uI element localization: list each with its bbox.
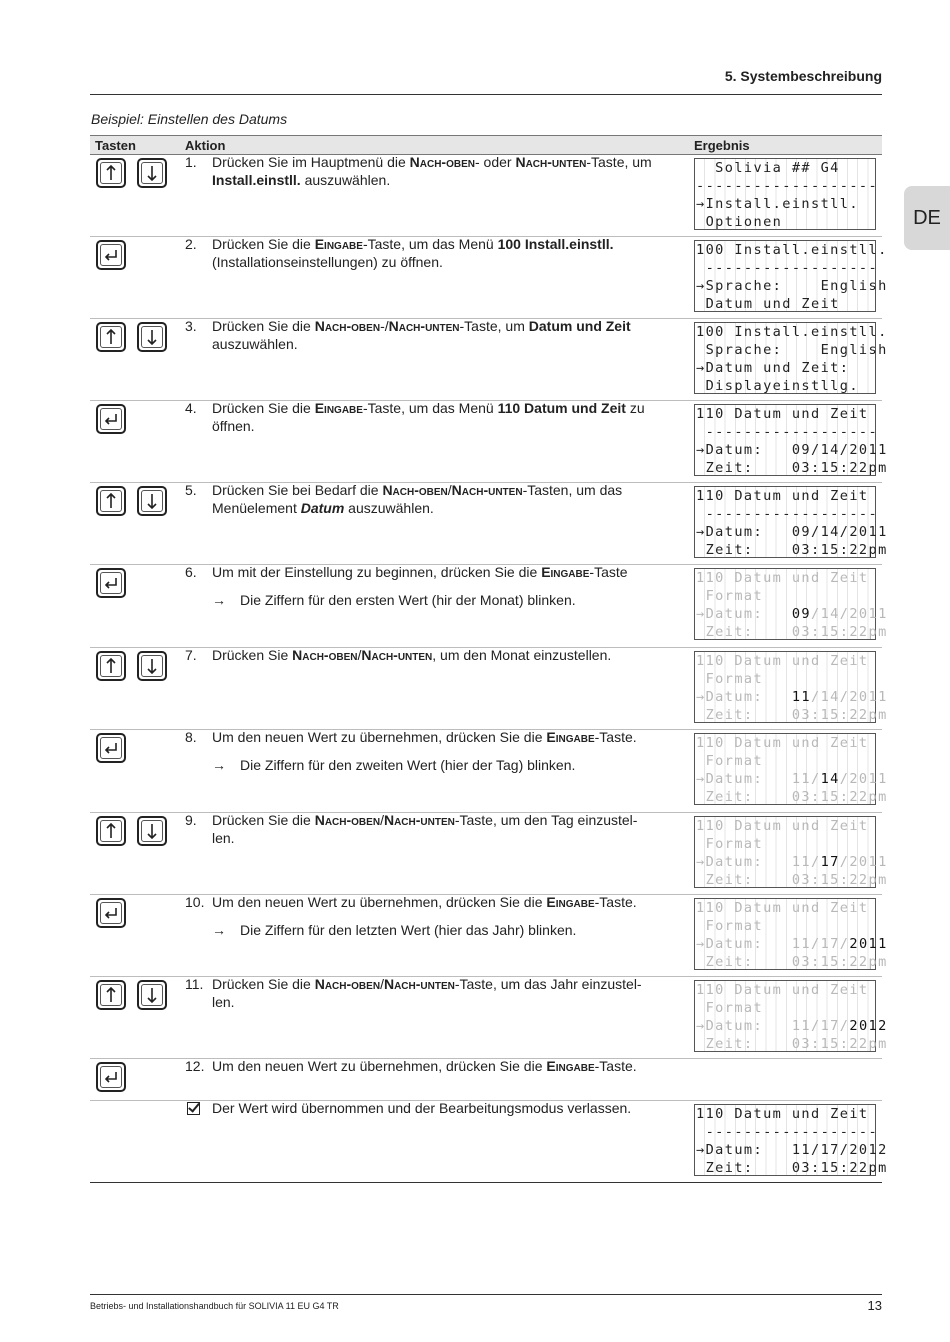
lcd-line: 110 Datum und Zeit [696,982,869,998]
lcd-line: →Install.einstll. [696,196,859,212]
lcd-line: Displayeinstllg. [696,378,859,394]
header-rule [90,94,882,95]
header-result: Ergebnis [694,138,750,153]
key-group [96,404,126,434]
lcd-display [694,568,888,640]
footer-manual-title: Betriebs- und Installationshandbuch für SOLIVIA 11 EU G4 TR [90,1301,339,1311]
step-row [90,482,888,565]
lcd-line: 110 Datum und Zeit [696,900,869,916]
enter-key-icon [96,1062,126,1092]
lcd-line: Zeit: 03:15:22pm [696,872,888,888]
lcd-line: Format [696,836,764,852]
step-text: Drücken Sie im Hauptmenü die Nach-oben- oder Nach-unten-Taste, um Install.einstll. auszuwählen. [212,154,652,188]
step-text: Drücken Sie die Nach-oben/Nach-unten-Taste, um den Tag einzustel-len. [212,812,638,846]
step-number: 2. [185,236,197,252]
key-group [96,1062,126,1092]
lcd-line: →Datum: 11/14/2011 [696,771,888,787]
lcd-line: ------------------ [696,506,879,522]
step-text: Um den neuen Wert zu übernehmen, drücken Sie die Eingabe-Taste. [212,729,637,745]
lcd-display [694,322,888,394]
lcd-line: 100 Install.einstll. [696,324,888,340]
step-result-note: → Die Ziffern für den zweiten Wert (hier der Tag) blinken. [212,757,576,773]
step-row [90,894,888,977]
step-number: 4. [185,400,197,416]
step-number: 3. [185,318,197,334]
lcd-display [694,651,888,723]
step-row [90,1058,882,1101]
step-text: Um mit der Einstellung zu beginnen, drücken Sie die Eingabe-Taste [212,564,628,580]
arrow-up-key-icon [96,486,126,516]
arrow-up-key-icon [96,816,126,846]
enter-key-icon [96,568,126,598]
lcd-line: ------------------ [696,424,879,440]
example-title: Beispiel: Einstellen des Datums [91,111,288,127]
arrow-down-key-icon [137,816,167,846]
lcd-line: Datum und Zeit [696,296,840,312]
step-number: 10. [185,894,205,910]
key-group [96,980,167,1010]
enter-key-icon [96,733,126,763]
lcd-line: 110 Datum und Zeit [696,1106,869,1122]
lcd-line: 110 Datum und Zeit [696,735,869,751]
arrow-down-key-icon [137,980,167,1010]
lcd-line: Optionen [696,214,783,230]
step-row [90,729,888,813]
step-text: Um den neuen Wert zu übernehmen, drücken Sie die Eingabe-Taste. [212,894,637,910]
lcd-line: 100 Install.einstll. [696,242,888,258]
step-text: Drücken Sie die Nach-oben-/Nach-unten-Taste, um Datum und Zeit auszuwählen. [212,318,631,352]
lcd-line: 110 Datum und Zeit [696,406,869,422]
lcd-display [694,158,879,230]
step-row [90,976,888,1059]
arrow-down-key-icon [137,651,167,681]
step-row [90,647,888,730]
lcd-line: ------------------ [696,260,879,276]
lcd-line: →Datum: 11/17/2011 [696,854,888,870]
lcd-line: Format [696,918,764,934]
key-group [96,651,167,681]
lcd-line: →Datum: 11/14/2011 [696,689,888,705]
step-text: Der Wert wird übernommen und der Bearbeitungsmodus verlassen. [212,1100,632,1116]
arrow-down-key-icon [137,322,167,352]
lcd-line: ------------------ [696,1124,879,1140]
enter-key-icon [96,240,126,270]
lcd-line: Zeit: 03:15:22pm [696,954,888,970]
step-row [90,236,888,319]
lcd-line: →Datum: 11/17/2012 [696,1142,888,1158]
step-result-note: → Die Ziffern für den ersten Wert (hir der Monat) blinken. [212,592,576,608]
key-group [96,816,167,846]
arrow-up-key-icon [96,322,126,352]
key-group [96,240,126,270]
step-text: Drücken Sie Nach-oben/Nach-unten, um den Monat einzustellen. [212,647,612,663]
step-text: Drücken Sie die Nach-oben/Nach-unten-Taste, um das Jahr einzustel-len. [212,976,642,1010]
step-result-note: → Die Ziffern für den letzten Wert (hier das Jahr) blinken. [212,922,577,938]
lcd-line: Format [696,588,764,604]
checkmark-icon [187,1102,200,1115]
step-number: 8. [185,729,197,745]
step-row [90,1100,888,1183]
lcd-line: Zeit: 03:15:22pm [696,460,888,476]
lcd-line: →Datum und Zeit: [696,360,850,376]
footer-rule [90,1294,882,1295]
step-number: 7. [185,647,197,663]
lcd-display [694,240,888,312]
lcd-line: Zeit: 03:15:22pm [696,542,888,558]
lcd-line: Sprache: English [696,342,888,358]
key-group [96,898,126,928]
lcd-line: →Datum: 09/14/2011 [696,442,888,458]
lcd-display [694,404,888,476]
lcd-line: →Datum: 11/17/2012 [696,1018,888,1034]
header-keys: Tasten [95,138,136,153]
lcd-line: Zeit: 03:15:22pm [696,707,888,723]
lcd-line: Zeit: 03:15:22pm [696,789,888,805]
lcd-line: Zeit: 03:15:22pm [696,624,888,640]
step-text: Drücken Sie bei Bedarf die Nach-oben/Nach-unten-Tasten, um das Menüelement Datum auszuwählen. [212,482,623,516]
arrow-down-key-icon [137,486,167,516]
lcd-line: 110 Datum und Zeit [696,818,869,834]
step-row [90,812,888,895]
step-text: Drücken Sie die Eingabe-Taste, um das Menü 100 Install.einstll. (Installationseinstellungen) zu öffnen. [212,236,614,270]
step-text: Um den neuen Wert zu übernehmen, drücken Sie die Eingabe-Taste. [212,1058,637,1074]
lcd-line: Format [696,753,764,769]
lcd-line: 110 Datum und Zeit [696,570,869,586]
lcd-display [694,816,888,888]
step-number: 1. [185,154,197,170]
page-number: 13 [867,1298,882,1313]
lcd-line: Zeit: 03:15:22pm [696,1036,888,1052]
table-header [90,135,882,155]
lcd-display [694,733,888,805]
header-action: Aktion [185,138,226,153]
lcd-display [694,486,888,558]
arrow-up-key-icon [96,651,126,681]
enter-key-icon [96,404,126,434]
lcd-line: →Datum: 09/14/2011 [696,524,888,540]
lcd-line: 110 Datum und Zeit [696,653,869,669]
step-row [90,400,888,483]
arrow-down-key-icon [137,158,167,188]
lcd-display [694,898,888,970]
key-group [96,486,167,516]
lcd-line: Format [696,1000,764,1016]
step-row [90,154,882,237]
lcd-line: Solivia ## G4 [696,160,840,176]
step-number: 9. [185,812,197,828]
lcd-line: →Datum: 11/17/2011 [696,936,888,952]
key-group [96,158,167,188]
lcd-line: 110 Datum und Zeit [696,488,869,504]
arrow-up-key-icon [96,980,126,1010]
language-tab[interactable]: DE [904,186,950,250]
key-group [96,733,126,763]
lcd-line: →Sprache: English [696,278,888,294]
lcd-display [694,980,888,1052]
lcd-line: Zeit: 03:15:22pm [696,1160,888,1176]
lcd-display [694,1104,888,1176]
step-number: 11. [185,976,204,992]
step-number: 6. [185,564,197,580]
enter-key-icon [96,898,126,928]
arrow-up-key-icon [96,158,126,188]
lcd-line: →Datum: 09/14/2011 [696,606,888,622]
step-row [90,318,888,401]
key-group [96,322,167,352]
lcd-line: Format [696,671,764,687]
step-number: 5. [185,482,197,498]
step-row [90,564,888,648]
step-number: 12. [185,1058,205,1074]
section-title: 5. Systembeschreibung [724,68,882,84]
key-group [96,568,126,598]
lcd-line: ------------------- [696,178,879,194]
step-text: Drücken Sie die Eingabe-Taste, um das Menü 110 Datum und Zeit zu öffnen. [212,400,645,434]
